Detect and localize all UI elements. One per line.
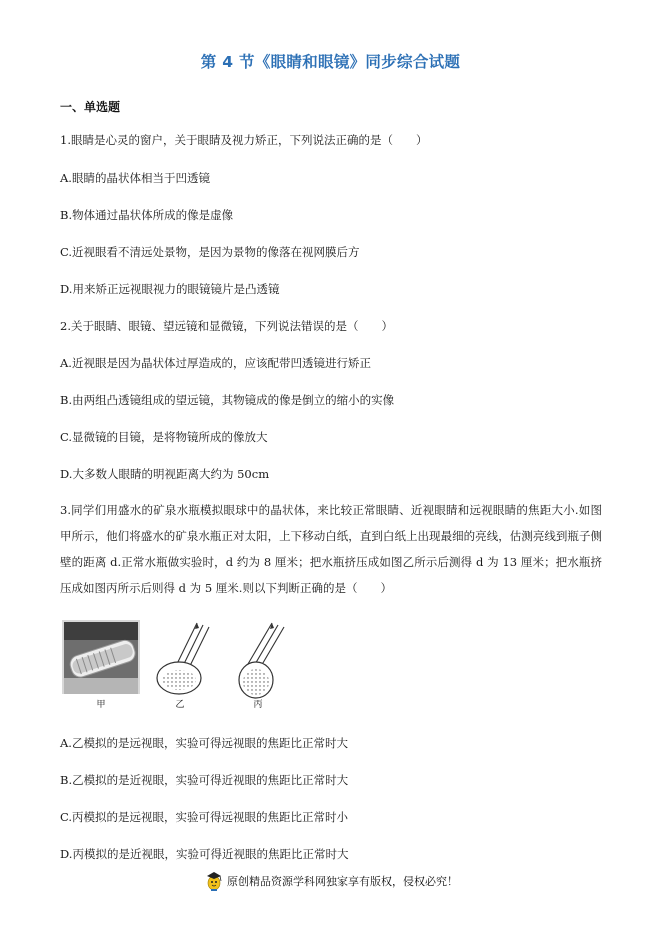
mascot-logo-icon (203, 870, 225, 892)
photo-shadow (64, 622, 138, 640)
question-3-option-d: D.丙模拟的是近视眼，实验可得近视眼的焦距比正常时大 (60, 847, 349, 861)
copyright-text: 原创精品资源学科网独家享有版权，侵权必究！ (227, 875, 458, 888)
figure-panel-jia (62, 620, 140, 712)
question-1-option-b: B.物体通过晶状体所成的像是虚像 (60, 208, 234, 222)
question-1-option-c: C.近视眼看不清远处景物，是因为景物的像落在视网膜后方 (60, 245, 360, 259)
figure-panel-yi (157, 623, 209, 710)
question-1-option-a: A.眼睛的晶状体相当于凹透镜 (60, 171, 210, 185)
question-2-option-a: A.近视眼是因为晶状体过厚造成的，应该配带凹透镜进行矫正 (60, 356, 371, 370)
figure-label-bing: 丙 (253, 700, 263, 710)
question-1-stem: 1.眼睛是心灵的窗户，关于眼睛及视力矫正，下列说法正确的是（ ） (60, 133, 428, 147)
question-3-option-b: B.乙模拟的是近视眼，实验可得近视眼的焦距比正常时大 (60, 773, 349, 787)
question-1-option-d: D.用来矫正远视眼视力的眼镜镜片是凸透镜 (60, 282, 280, 296)
question-2-option-d: D.大多数人眼睛的明视距离大约为 50cm (60, 467, 270, 481)
question-3-option-a: A.乙模拟的是远视眼，实验可得远视眼的焦距比正常时大 (60, 736, 348, 750)
lens-experiment-figure (62, 620, 307, 712)
question-2-option-c: C.显微镜的目镜，是将物镜所成的像放大 (60, 430, 268, 444)
question-3-option-c: C.丙模拟的是远视眼，实验可得远视眼的焦距比正常时小 (60, 810, 349, 824)
question-2-option-b: B.由两组凸透镜组成的望远镜，其物镜成的像是倒立的缩小的实像 (60, 393, 395, 407)
page-title: 第 4 节《眼睛和眼镜》同步综合试题 (200, 53, 461, 71)
figure-label-jia: 甲 (96, 700, 106, 710)
figure-panel-bing (239, 623, 284, 710)
white-paper (64, 678, 138, 694)
section-heading: 一、单选题 (60, 100, 121, 114)
copyright-footer (0, 870, 661, 892)
figure-label-yi: 乙 (175, 700, 185, 710)
question-3-stem: 3.同学们用盛水的矿泉水瓶模拟眼球中的晶状体，来比较正常眼睛、近视眼睛和远视眼睛的焦距大小.如图甲所示，他们将盛水的矿泉水瓶正对太阳，上下移动白纸，直到白纸上出现最细的亮线，估测亮线到瓶子侧壁的距离 d.正常水瓶做实验时，d 约为 8 厘米；把水瓶挤压成如图乙所示后测得 d 为 13 厘米；把水瓶挤压成如图丙所示后则得 d 为 5 厘米.则以下判断正确的是（ ） (60, 503, 602, 595)
question-2-stem: 2.关于眼睛、眼镜、望远镜和显微镜，下列说法错误的是（ ） (60, 319, 393, 333)
